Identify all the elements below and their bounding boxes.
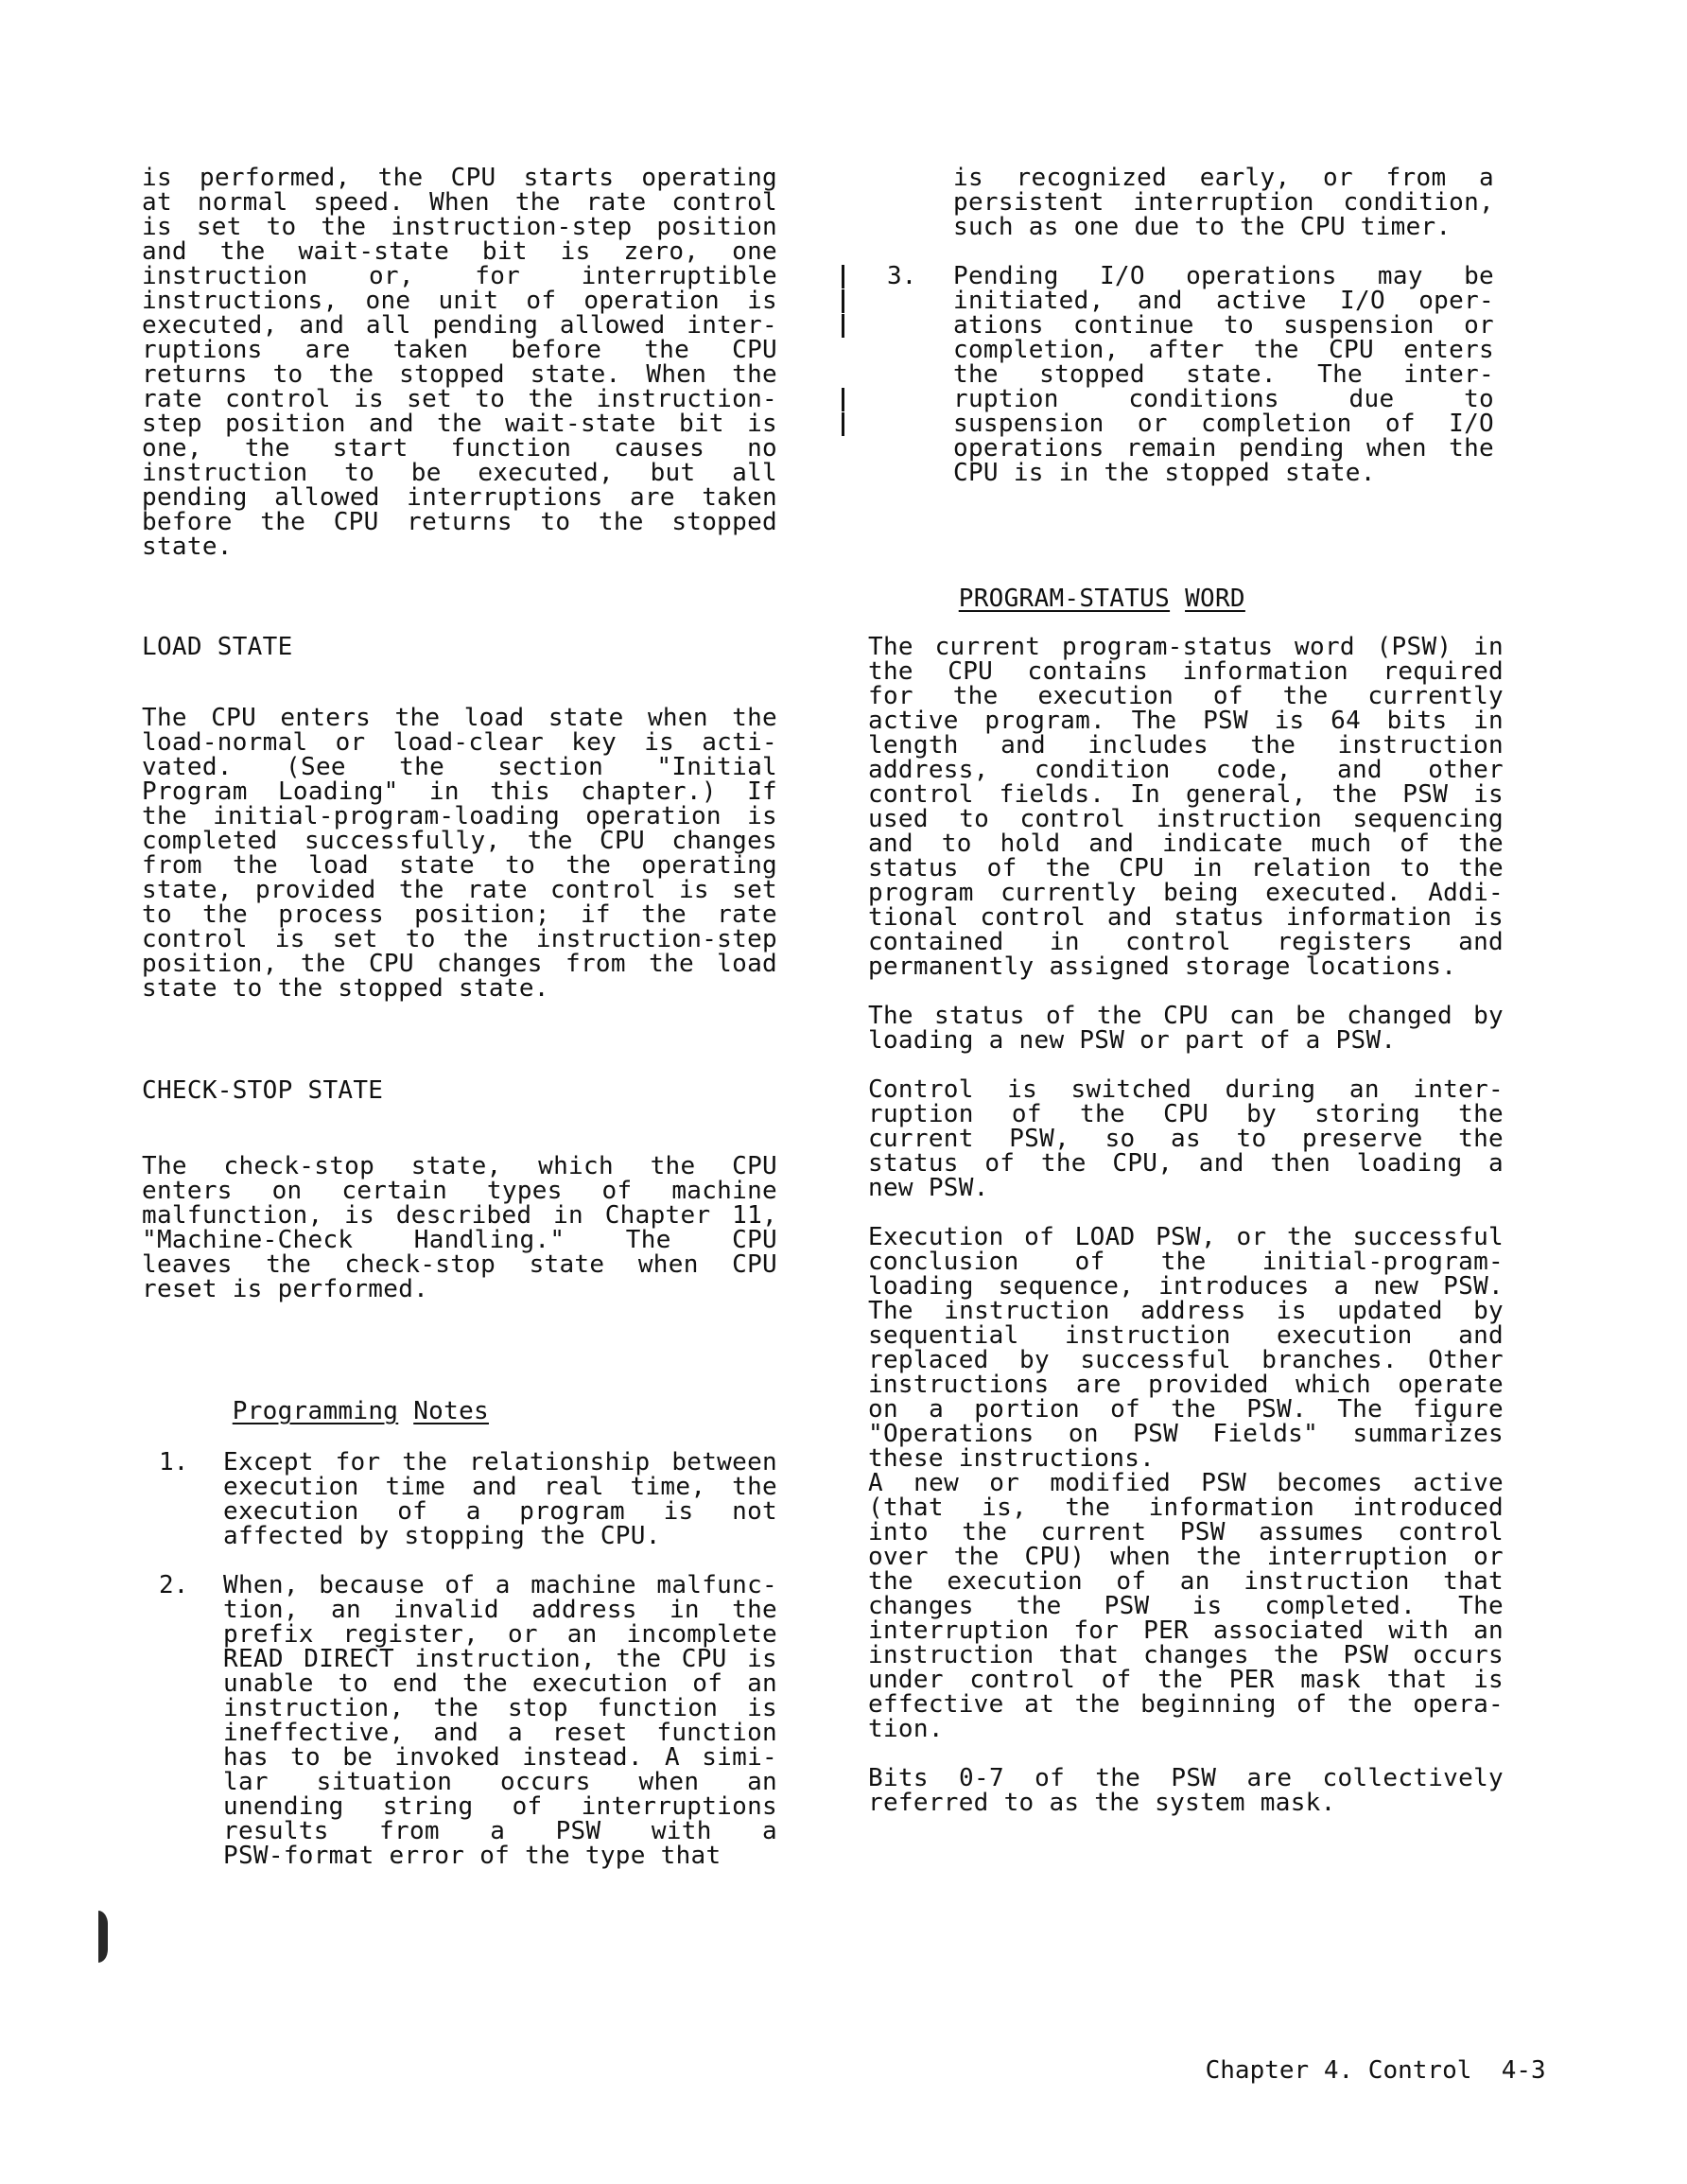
text-line: vated. (See the section "Initial [142,753,777,781]
text-line: from the load state to the operating [142,851,777,880]
text-line: The current program-status word (PSW) in [868,633,1504,661]
text-line: replaced by successful branches. Other [868,1346,1504,1374]
text-line: instruction to be executed, but all [142,459,777,487]
text-line: active program. The PSW is 64 bits in [868,707,1504,735]
text-line: A new or modified PSW becomes active [868,1469,1504,1497]
text-line: is set to the instruction-step position [142,213,777,241]
text-line: The status of the CPU can be changed by [868,1002,1504,1030]
text-line: Bits 0-7 of the PSW are collectively [868,1764,1504,1792]
text-line: interruption for PER associated with an [868,1616,1504,1645]
text-line: is performed, the CPU starts operating [142,164,777,192]
punch-hole-mark-icon [98,1911,108,1963]
text-line: The instruction address is updated by [868,1297,1504,1325]
text-line: changes the PSW is completed. The [868,1592,1504,1620]
revision-change-bar [842,412,844,436]
text-line: loading a new PSW or part of a PSW. [868,1026,1397,1055]
revision-change-bar [842,314,844,338]
psw-heading-word: PROGRAM-STATUS [958,585,1171,613]
psw-heading-word: WORD [1185,585,1245,613]
text-line: step position and the wait-state bit is [142,410,777,438]
text-line: new PSW. [868,1174,989,1202]
text-line: ruption of the CPU by storing the [868,1100,1504,1128]
text-line: rate control is set to the instruction- [142,385,777,413]
text-line: control fields. In general, the PSW is [868,780,1504,809]
text-line: loading sequence, introduces a new PSW. [868,1272,1504,1301]
text-line: tion, an invalid address in the [223,1596,777,1624]
text-line: used to control instruction sequencing [868,805,1504,833]
text-line: permanently assigned storage locations. [868,952,1457,981]
right-column [859,0,1504,2184]
text-line: the initial-program-loading operation is [142,802,777,830]
text-line: reset is performed. [142,1275,429,1303]
text-line: ations continue to suspension or [953,311,1494,340]
text-line: the stopped state. The inter- [953,360,1494,389]
text-line: unable to end the execution of an [223,1669,777,1698]
text-line: Pending I/O operations may be [953,262,1494,290]
text-line: completed successfully, the CPU changes [142,827,777,855]
text-line: ruptions are taken before the CPU [142,336,777,364]
text-line: the execution of an instruction that [868,1567,1504,1596]
text-line: at normal speed. When the rate control [142,188,777,217]
text-line: for the execution of the currently [868,682,1504,710]
text-line: status of the CPU in relation to the [868,854,1504,882]
text-line: instructions, one unit of operation is [142,287,777,315]
text-line: and the wait-state bit is zero, one [142,237,777,266]
text-line: instruction that changes the PSW occurs [868,1641,1504,1669]
text-line: affected by stopping the CPU. [223,1522,661,1550]
program-status-word-heading [868,562,1245,636]
programming-notes-heading [142,1374,489,1448]
revision-change-bar [842,289,844,313]
text-line: returns to the stopped state. When the [142,360,777,389]
text-line: status of the CPU, and then loading a [868,1149,1504,1178]
programming-notes-heading-word: Programming [232,1397,399,1425]
text-line: such as one due to the CPU timer. [953,213,1452,241]
text-line: leaves the check-stop state when CPU [142,1250,777,1279]
text-line: position, the CPU changes from the load [142,950,777,978]
load-state-heading: LOAD STATE [142,633,293,661]
text-line: (that is, the information introduced [868,1494,1504,1522]
footer-chapter-title: Chapter 4. Control [1205,2056,1472,2085]
text-line: ruption conditions due to [953,385,1494,413]
text-line: has to be invoked instead. A simi- [223,1743,777,1772]
text-line: contained in control registers and [868,928,1504,956]
text-line: suspension or completion of I/O [953,410,1494,438]
programming-notes-heading-word: Notes [413,1397,489,1425]
text-line: under control of the PER mask that is [868,1666,1504,1694]
revision-change-bar [842,265,844,288]
text-line: conclusion of the initial-program- [868,1248,1504,1276]
text-line: "Machine-Check Handling." The CPU [142,1226,777,1254]
text-line: PSW-format error of the type that [223,1842,722,1870]
text-line: prefix register, or an incomplete [223,1620,777,1649]
text-line: ineffective, and a reset function [223,1719,777,1747]
left-column [142,0,781,2184]
text-line: operations remain pending when the [953,434,1494,463]
text-line: lar situation occurs when an [223,1768,777,1796]
text-line: instruction, the stop function is [223,1694,777,1722]
text-line: Except for the relationship between [223,1448,777,1476]
text-line: persistent interruption condition, [953,188,1494,217]
revision-change-bar [842,388,844,411]
text-line: state. [142,533,233,561]
list-item-number: 3. [887,262,917,290]
footer-page-number: 4-3 [1501,2056,1546,2085]
text-line: "Operations on PSW Fields" summarizes [868,1420,1504,1448]
text-line: instruction or, for interruptible [142,262,777,290]
text-line: tion. [868,1715,944,1743]
text-line: instructions are provided which operate [868,1371,1504,1399]
list-item-number: 2. [159,1571,189,1599]
list-item-number: 1. [159,1448,189,1476]
text-line: READ DIRECT instruction, the CPU is [223,1645,777,1673]
text-line: When, because of a machine malfunc- [223,1571,777,1599]
text-line: current PSW, so as to preserve the [868,1125,1504,1153]
text-line: sequential instruction execution and [868,1321,1504,1350]
text-line: Control is switched during an inter- [868,1075,1504,1104]
text-line: program currently being executed. Addi- [868,879,1504,907]
text-line: to the process position; if the rate [142,900,777,929]
text-line: execution of a program is not [223,1497,777,1526]
text-line: state to the stopped state. [142,974,549,1003]
text-line: initiated, and active I/O oper- [953,287,1494,315]
page-footer [1146,2034,1546,2107]
text-line: effective at the beginning of the opera- [868,1690,1504,1719]
check-stop-state-heading: CHECK-STOP STATE [142,1076,384,1105]
text-line: completion, after the CPU enters [953,336,1494,364]
text-line: The CPU enters the load state when the [142,704,777,732]
text-line: malfunction, is described in Chapter 11, [142,1201,777,1230]
text-line: the CPU contains information required [868,657,1504,686]
text-line: enters on certain types of machine [142,1177,777,1205]
text-line: The check-stop state, which the CPU [142,1152,777,1180]
text-line: tional control and status information is [868,903,1504,932]
text-line: Execution of LOAD PSW, or the successful [868,1223,1504,1251]
text-line: executed, and all pending allowed inter- [142,311,777,340]
text-line: into the current PSW assumes control [868,1518,1504,1546]
text-line: Program Loading" in this chapter.) If [142,778,777,806]
text-line: CPU is in the stopped state. [953,459,1376,487]
text-line: results from a PSW with a [223,1817,777,1845]
text-line: on a portion of the PSW. The figure [868,1395,1504,1424]
text-line: length and includes the instruction [868,731,1504,760]
text-line: is recognized early, or from a [953,164,1494,192]
text-line: pending allowed interruptions are taken [142,483,777,512]
text-line: referred to as the system mask. [868,1789,1336,1817]
text-line: and to hold and indicate much of the [868,830,1504,858]
text-line: execution time and real time, the [223,1473,777,1501]
text-line: control is set to the instruction-step [142,925,777,953]
text-line: one, the start function causes no [142,434,777,463]
text-line: unending string of interruptions [223,1792,777,1821]
text-line: load-normal or load-clear key is acti- [142,728,777,757]
text-line: over the CPU) when the interruption or [868,1543,1504,1571]
text-line: address, condition code, and other [868,756,1504,784]
text-line: before the CPU returns to the stopped [142,508,777,536]
text-line: state, provided the rate control is set [142,876,777,904]
text-line: these instructions. [868,1444,1156,1473]
